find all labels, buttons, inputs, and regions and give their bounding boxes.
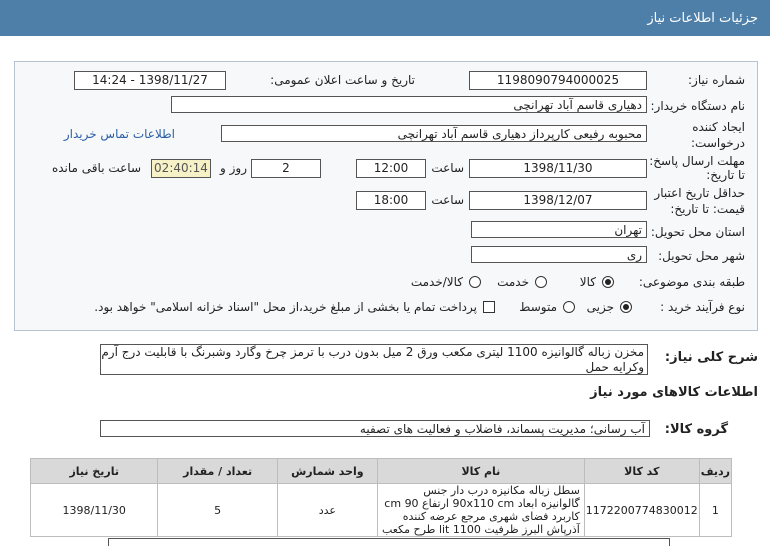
remaining-label: ساعت باقی مانده xyxy=(51,161,141,175)
category-goods-radio[interactable] xyxy=(602,276,614,288)
category-label: طبقه بندی موضوعی: xyxy=(638,275,745,289)
col-row-header: ردیف xyxy=(699,459,731,484)
process-label: نوع فرآیند خرید : xyxy=(660,300,745,314)
province-field: تهران xyxy=(471,221,647,238)
reply-deadline-label: مهلت ارسال پاسخ: xyxy=(649,154,745,168)
days-field: 2 xyxy=(251,159,321,178)
remaining-time-field: 02:40:14 xyxy=(151,159,211,178)
contact-buyer-link[interactable]: اطلاعات تماس خریدار xyxy=(63,127,175,141)
row-code: 1172200774830012 xyxy=(584,484,699,537)
reply-time-field: 12:00 xyxy=(356,159,426,178)
goods-group-label: گروه کالا: xyxy=(664,422,728,437)
category-service-radio[interactable] xyxy=(535,276,547,288)
goods-group-field: آب رسانی؛ مدیریت پسماند، فاضلاب و فعالیت های تصفیه xyxy=(100,420,650,437)
row-qty: 5 xyxy=(158,484,277,537)
validity-label-2: قیمت: تا تاریخ: xyxy=(670,202,745,216)
validity-time-label: ساعت xyxy=(431,193,464,207)
col-code-header: کد کالا xyxy=(584,459,699,484)
col-name-header: نام کالا xyxy=(377,459,584,484)
category-service-label: خدمت xyxy=(497,275,529,289)
category-goods-service-radio[interactable] xyxy=(469,276,481,288)
need-details-panel xyxy=(14,61,758,331)
goods-info-title: اطلاعات کالاهای مورد نیاز xyxy=(590,385,758,400)
treasury-payment-checkbox[interactable] xyxy=(483,301,495,313)
row-unit: عدد xyxy=(277,484,377,537)
validity-time-field: 18:00 xyxy=(356,191,426,210)
process-minor-label: جزیی xyxy=(586,300,614,314)
validity-date-field: 1398/12/07 xyxy=(469,191,647,210)
page-header xyxy=(0,0,770,36)
need-number-label: شماره نیاز: xyxy=(688,73,745,87)
validity-label: حداقل تاریخ اعتبار xyxy=(654,186,745,200)
province-label: استان محل تحویل: xyxy=(650,225,745,239)
treasury-payment-note: پرداخت تمام یا بخشی از مبلغ خرید،از محل "اسناد خزانه اسلامی" خواهد بود. xyxy=(94,300,477,314)
category-goods-service-label: کالا/خدمت xyxy=(410,275,463,289)
col-unit-header: واحد شمارش xyxy=(277,459,377,484)
col-date-header: تاریخ نیاز xyxy=(31,459,158,484)
announce-label: تاریخ و ساعت اعلان عمومی: xyxy=(270,73,415,87)
creator-field: محبوبه رفیعی کارپرداز دهیاری قاسم آباد تهرانچی xyxy=(221,125,647,142)
announce-field: 1398/11/27 - 14:24 xyxy=(74,71,226,90)
reply-time-label: ساعت xyxy=(431,161,464,175)
buyer-label: نام دستگاه خریدار: xyxy=(650,99,745,113)
buyer-field: دهیاری قاسم آباد تهرانچی xyxy=(171,96,647,113)
need-number-field: 1198090794000025 xyxy=(469,71,647,90)
summary-label: شرح کلی نیاز: xyxy=(664,350,758,365)
process-medium-radio[interactable] xyxy=(563,301,575,313)
city-label: شهر محل تحویل: xyxy=(658,249,745,263)
goods-table xyxy=(30,458,732,537)
process-minor-radio[interactable] xyxy=(620,301,632,313)
city-field: ری xyxy=(471,246,647,263)
row-name: سطل زباله مکانیزه درب دار جنس گالوانیزه ابعاد 90x110 cm ارتفاع 90 cm کاربرد فضای شهری مرجع عرضه کننده آذرپاش البرز ظرفیت 1100 lit طرح مکعب xyxy=(377,484,584,537)
row-date: 1398/11/30 xyxy=(31,484,158,537)
table-row xyxy=(31,484,732,537)
reply-date-field: 1398/11/30 xyxy=(469,159,647,178)
creator-label: ایجاد کننده xyxy=(692,120,745,134)
col-qty-header: تعداد / مقدار xyxy=(158,459,277,484)
category-goods-label: کالا xyxy=(579,275,596,289)
days-label: روز و xyxy=(220,161,247,175)
page-title: جزئیات اطلاعات نیاز xyxy=(647,10,758,26)
table-header-row xyxy=(31,459,732,484)
row-number: 1 xyxy=(699,484,731,537)
creator-label-2: درخواست: xyxy=(691,136,745,150)
process-medium-label: متوسط xyxy=(519,300,557,314)
summary-field: مخزن زباله گالوانیزه 1100 لیتری مکعب ورق 2 میل بدون درب با ترمز چرخ وگارد وشبرنگ با قابلیت درج آرم وکرایه حمل xyxy=(100,344,648,375)
reply-deadline-label-2: تا تاریخ: xyxy=(706,168,745,182)
